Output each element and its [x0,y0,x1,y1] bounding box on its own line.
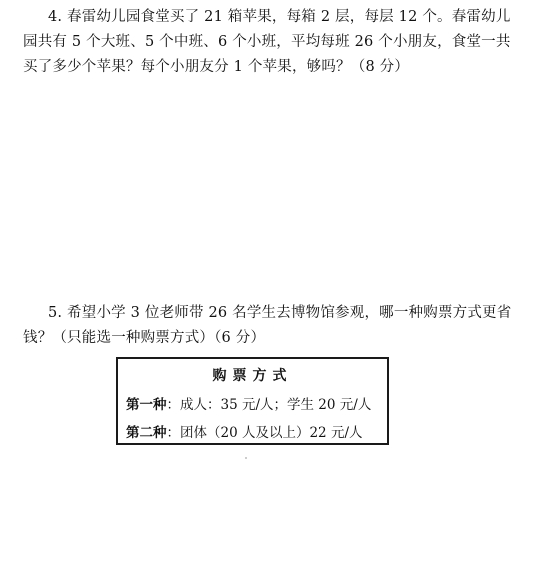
scan-speck [245,457,247,459]
question-5-line-2: 钱？（只能选一种购票方式）（6 分） [23,330,266,346]
question-4-line-1: 4. 春雷幼儿园食堂买了 21 箱苹果，每箱 2 层，每层 12 个。春雷幼儿 [48,9,511,25]
ticket-option-2 [126,421,363,441]
question-4-line-2: 园共有 5 个大班、5 个中班、6 个小班，平均每班 26 个小朋友，食堂一共 [23,34,511,50]
ticket-option-1-label: 第一种 [126,397,167,413]
ticket-option-1 [126,393,371,413]
ticket-options-box [116,357,389,445]
ticket-option-2-label: 第二种 [126,425,167,441]
ticket-option-1-text: ：成人：35 元/人；学生 20 元/人 [166,397,372,413]
ticket-box-title: 购票方式 [212,368,293,384]
ticket-option-2-text: ：团体（20 人及以上）22 元/人 [166,425,363,441]
question-5-line-1: 5. 希望小学 3 位老师带 26 名学生去博物馆参观，哪一种购票方式更省 [48,305,512,321]
question-4-line-3: 买了多少个苹果？每个小朋友分 1 个苹果，够吗？（8 分） [23,59,410,75]
